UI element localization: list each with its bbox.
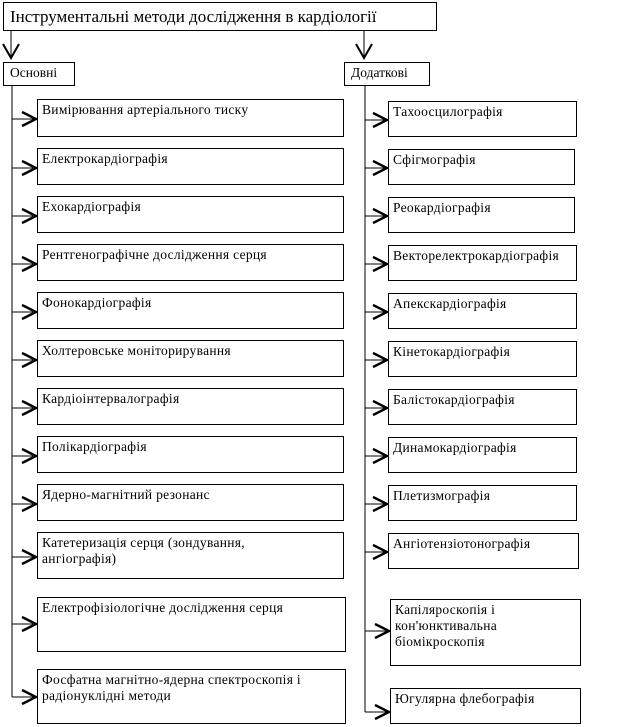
right-method-box-8: Динамокардіографія bbox=[388, 437, 577, 473]
left-method-box-7: Кардіоінтервалографія bbox=[37, 388, 344, 425]
right-method-box-4: Векторелектрокардіографія bbox=[388, 245, 577, 281]
left-method-box-4: Рентгенографічне дослідження серця bbox=[37, 244, 344, 281]
right-method-box-5: Апекскардіографія bbox=[388, 293, 577, 329]
left-method-box-1: Вимірювання артеріального тиску bbox=[37, 99, 344, 137]
right-category-header: Додаткові bbox=[344, 62, 430, 86]
left-method-box-3: Ехокардіографія bbox=[37, 196, 344, 233]
left-method-box-2: Електрокардіографія bbox=[37, 148, 344, 185]
right-method-box-9: Плетизмографія bbox=[388, 485, 577, 521]
right-method-box-7: Балістокардіографія bbox=[388, 389, 577, 425]
right-method-box-2: Сфігмографія bbox=[388, 149, 575, 185]
left-method-box-10: Катетеризація серця (зондування, ангіографія) bbox=[37, 532, 344, 579]
right-method-box-3: Реокардіографія bbox=[388, 197, 575, 233]
left-category-header: Основні bbox=[3, 62, 75, 86]
right-method-box-1: Тахоосцилографія bbox=[388, 101, 577, 137]
diagram-title: Інструментальні методи дослідження в кардіології bbox=[3, 2, 437, 31]
left-method-box-8: Полікардіографія bbox=[37, 436, 344, 473]
left-method-box-6: Холтеровське моніторирування bbox=[37, 340, 344, 377]
right-method-box-12: Югулярна флебографія bbox=[390, 688, 581, 724]
left-method-box-11: Електрофізіологічне дослідження серця bbox=[37, 597, 346, 652]
left-method-box-5: Фонокардіографія bbox=[37, 292, 344, 329]
left-method-box-9: Ядерно-магнітний резонанс bbox=[37, 484, 344, 521]
left-method-box-12: Фосфатна магнітно-ядерна спектроскопія і радіонуклідні методи bbox=[37, 669, 346, 724]
right-method-box-10: Ангіотензіотонографія bbox=[388, 533, 579, 569]
right-method-box-6: Кінетокардіографія bbox=[388, 341, 577, 377]
right-method-box-11: Капіляроскопія і кон'юнктивальна біомікроскопія bbox=[390, 599, 581, 666]
